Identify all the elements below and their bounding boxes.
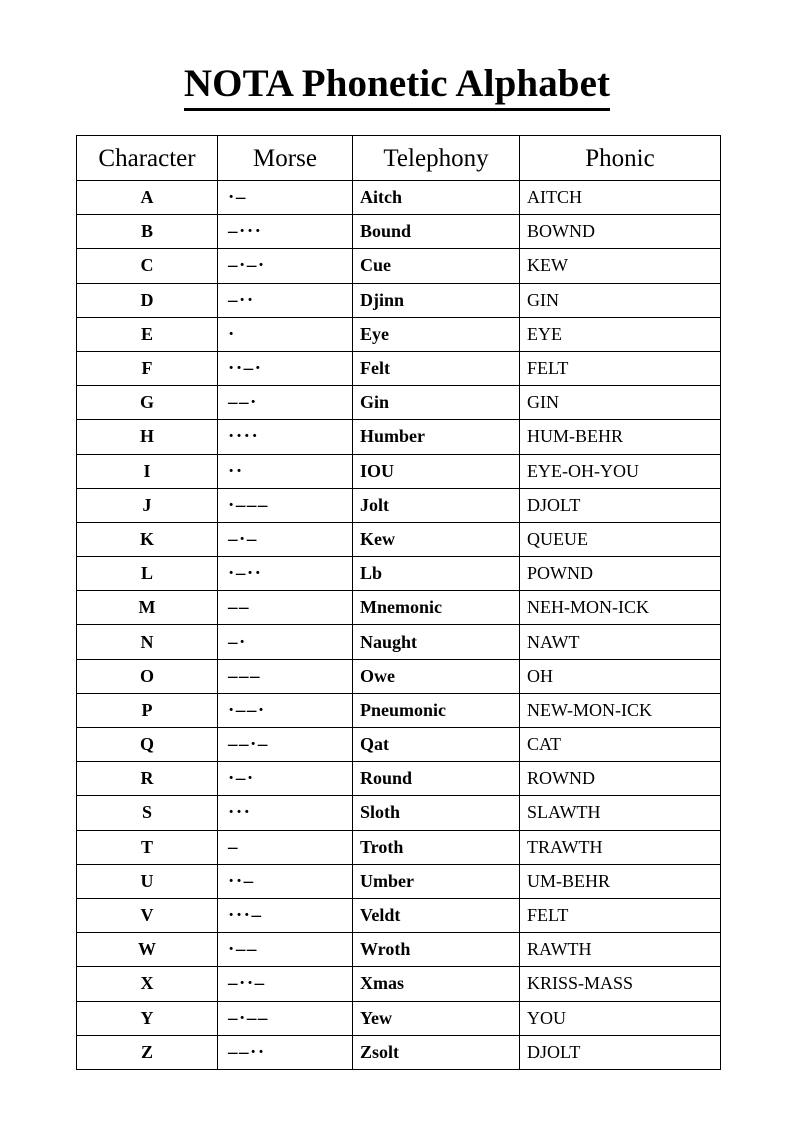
cell-character: W — [77, 933, 218, 967]
cell-telephony: Aitch — [353, 181, 520, 215]
cell-character: Z — [77, 1035, 218, 1069]
cell-morse: ––·– — [218, 728, 353, 762]
table-row — [77, 898, 721, 932]
cell-telephony: Wroth — [353, 933, 520, 967]
cell-telephony: Pneumonic — [353, 693, 520, 727]
cell-telephony: Umber — [353, 864, 520, 898]
cell-phonic: TRAWTH — [520, 830, 721, 864]
cell-telephony: Jolt — [353, 488, 520, 522]
cell-morse: ··–· — [218, 351, 353, 385]
cell-phonic: DJOLT — [520, 488, 721, 522]
cell-phonic: FELT — [520, 351, 721, 385]
cell-character: J — [77, 488, 218, 522]
column-header-phonic: Phonic — [520, 136, 721, 181]
cell-character: P — [77, 693, 218, 727]
cell-phonic: POWND — [520, 557, 721, 591]
cell-phonic: EYE-OH-YOU — [520, 454, 721, 488]
cell-telephony: Lb — [353, 557, 520, 591]
cell-telephony: Felt — [353, 351, 520, 385]
table-row — [77, 557, 721, 591]
cell-phonic: QUEUE — [520, 522, 721, 556]
cell-morse: ––·· — [218, 1035, 353, 1069]
table-body — [77, 181, 721, 1070]
cell-phonic: KEW — [520, 249, 721, 283]
cell-character: N — [77, 625, 218, 659]
cell-morse: ·–– — [218, 933, 353, 967]
cell-character: T — [77, 830, 218, 864]
cell-morse: ·– — [218, 181, 353, 215]
table-row — [77, 864, 721, 898]
cell-character: M — [77, 591, 218, 625]
cell-morse: ···– — [218, 898, 353, 932]
cell-phonic: GIN — [520, 283, 721, 317]
cell-phonic: UM-BEHR — [520, 864, 721, 898]
cell-morse: ··– — [218, 864, 353, 898]
cell-character: B — [77, 215, 218, 249]
cell-morse: · — [218, 317, 353, 351]
cell-character: I — [77, 454, 218, 488]
cell-telephony: IOU — [353, 454, 520, 488]
table-row — [77, 249, 721, 283]
cell-phonic: RAWTH — [520, 933, 721, 967]
cell-phonic: SLAWTH — [520, 796, 721, 830]
cell-phonic: YOU — [520, 1001, 721, 1035]
table-row — [77, 933, 721, 967]
cell-character: L — [77, 557, 218, 591]
cell-character: H — [77, 420, 218, 454]
column-header-morse: Morse — [218, 136, 353, 181]
cell-telephony: Gin — [353, 386, 520, 420]
table-row — [77, 488, 721, 522]
column-header-character: Character — [77, 136, 218, 181]
cell-phonic: DJOLT — [520, 1035, 721, 1069]
cell-phonic: BOWND — [520, 215, 721, 249]
cell-phonic: NEW-MON-ICK — [520, 693, 721, 727]
table-row — [77, 625, 721, 659]
cell-morse: –··– — [218, 967, 353, 1001]
cell-telephony: Yew — [353, 1001, 520, 1035]
cell-telephony: Sloth — [353, 796, 520, 830]
cell-character: C — [77, 249, 218, 283]
cell-morse: ––– — [218, 659, 353, 693]
cell-morse: ··· — [218, 796, 353, 830]
cell-phonic: CAT — [520, 728, 721, 762]
cell-character: K — [77, 522, 218, 556]
cell-phonic: NEH-MON-ICK — [520, 591, 721, 625]
cell-morse: – — [218, 830, 353, 864]
cell-telephony: Troth — [353, 830, 520, 864]
table-row — [77, 762, 721, 796]
table-row — [77, 796, 721, 830]
cell-character: S — [77, 796, 218, 830]
cell-character: D — [77, 283, 218, 317]
cell-telephony: Djinn — [353, 283, 520, 317]
cell-character: A — [77, 181, 218, 215]
cell-morse: –· — [218, 625, 353, 659]
table-row — [77, 317, 721, 351]
table-row — [77, 591, 721, 625]
column-header-telephony: Telephony — [353, 136, 520, 181]
table-row — [77, 693, 721, 727]
cell-morse: –··· — [218, 215, 353, 249]
cell-telephony: Owe — [353, 659, 520, 693]
table-row — [77, 830, 721, 864]
cell-telephony: Xmas — [353, 967, 520, 1001]
cell-morse: ·–·· — [218, 557, 353, 591]
cell-phonic: ROWND — [520, 762, 721, 796]
table-row — [77, 522, 721, 556]
cell-morse: ––· — [218, 386, 353, 420]
cell-morse: –·– — [218, 522, 353, 556]
table-row — [77, 283, 721, 317]
cell-character: G — [77, 386, 218, 420]
cell-character: V — [77, 898, 218, 932]
cell-morse: –·–– — [218, 1001, 353, 1035]
table-row — [77, 181, 721, 215]
table-header — [77, 136, 721, 181]
page-title — [0, 62, 794, 111]
table-row — [77, 386, 721, 420]
cell-phonic: EYE — [520, 317, 721, 351]
cell-telephony: Veldt — [353, 898, 520, 932]
page-title-text: NOTA Phonetic Alphabet — [184, 62, 610, 111]
cell-morse: ·––– — [218, 488, 353, 522]
cell-phonic: AITCH — [520, 181, 721, 215]
cell-telephony: Humber — [353, 420, 520, 454]
cell-morse: ·–· — [218, 762, 353, 796]
cell-character: F — [77, 351, 218, 385]
cell-character: R — [77, 762, 218, 796]
cell-morse: –– — [218, 591, 353, 625]
cell-phonic: KRISS-MASS — [520, 967, 721, 1001]
cell-telephony: Kew — [353, 522, 520, 556]
cell-telephony: Naught — [353, 625, 520, 659]
cell-character: X — [77, 967, 218, 1001]
cell-phonic: OH — [520, 659, 721, 693]
table-row — [77, 659, 721, 693]
table-row — [77, 420, 721, 454]
cell-phonic: GIN — [520, 386, 721, 420]
table-row — [77, 967, 721, 1001]
cell-character: Y — [77, 1001, 218, 1035]
cell-telephony: Round — [353, 762, 520, 796]
cell-telephony: Mnemonic — [353, 591, 520, 625]
table-row — [77, 1001, 721, 1035]
cell-morse: –·–· — [218, 249, 353, 283]
table-row — [77, 728, 721, 762]
cell-character: O — [77, 659, 218, 693]
cell-telephony: Eye — [353, 317, 520, 351]
cell-phonic: NAWT — [520, 625, 721, 659]
table-row — [77, 215, 721, 249]
cell-character: U — [77, 864, 218, 898]
cell-phonic: HUM-BEHR — [520, 420, 721, 454]
cell-character: Q — [77, 728, 218, 762]
cell-morse: ·––· — [218, 693, 353, 727]
table-row — [77, 454, 721, 488]
cell-telephony: Bound — [353, 215, 520, 249]
cell-telephony: Cue — [353, 249, 520, 283]
table-row — [77, 351, 721, 385]
cell-morse: ·· — [218, 454, 353, 488]
table-row — [77, 1035, 721, 1069]
cell-phonic: FELT — [520, 898, 721, 932]
table-header-row — [77, 136, 721, 181]
cell-telephony: Qat — [353, 728, 520, 762]
cell-morse: –·· — [218, 283, 353, 317]
cell-character: E — [77, 317, 218, 351]
cell-morse: ···· — [218, 420, 353, 454]
phonetic-alphabet-table — [76, 135, 721, 1070]
cell-telephony: Zsolt — [353, 1035, 520, 1069]
